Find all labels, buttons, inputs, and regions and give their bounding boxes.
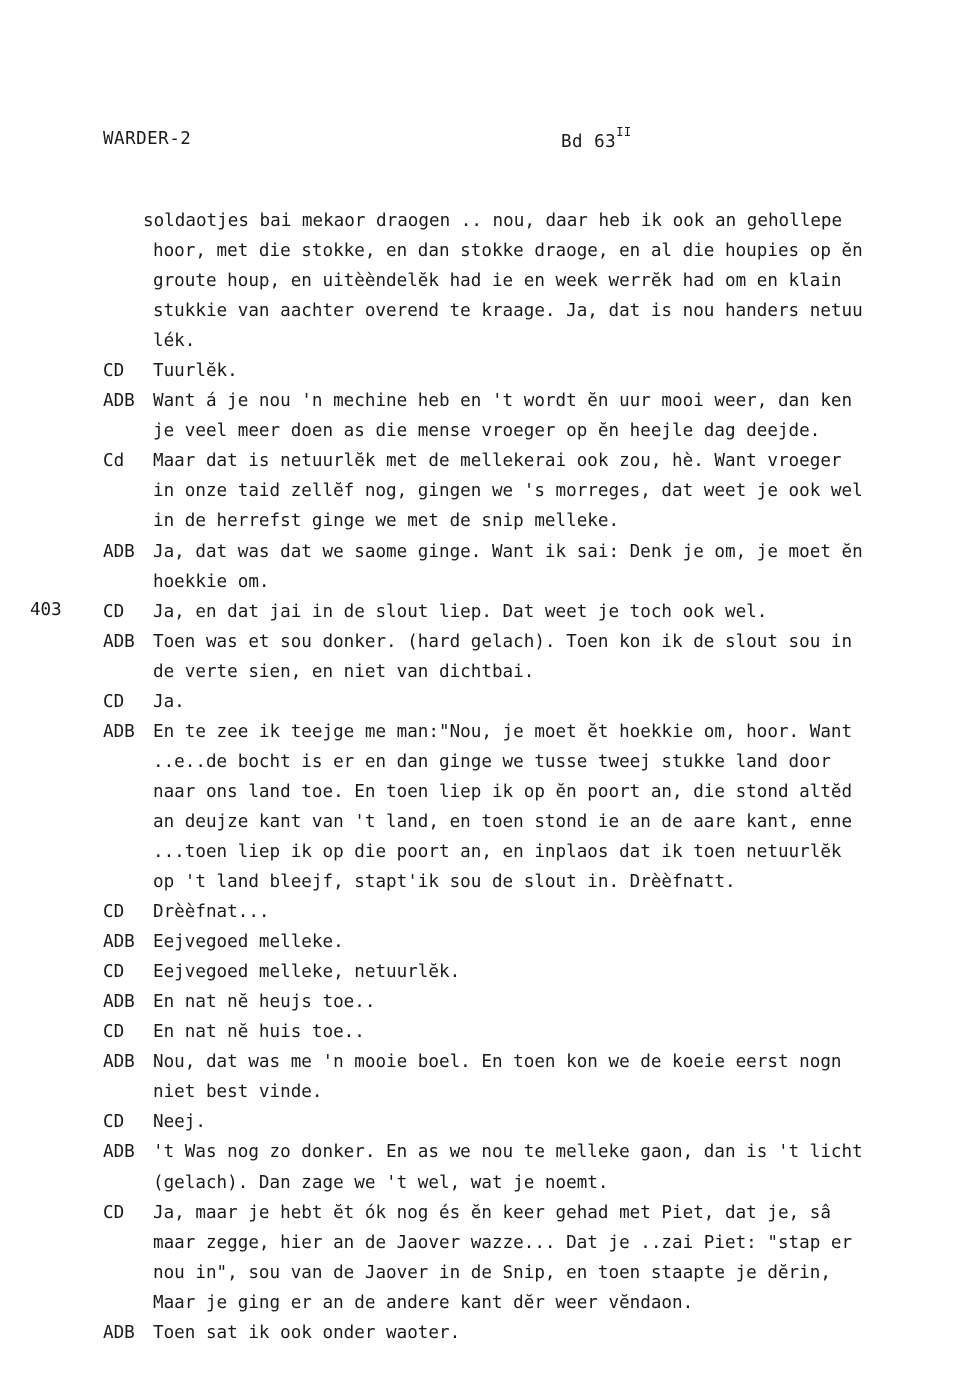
transcript-line xyxy=(103,416,971,446)
transcript-line xyxy=(103,837,971,867)
speaker-label: ADB xyxy=(103,391,135,412)
line-text: je veel meer doen as die mense vroeger op ĕn heejle dag deejde. xyxy=(153,421,821,442)
transcript-line xyxy=(103,1318,971,1348)
transcript-line xyxy=(103,957,971,987)
transcript-line xyxy=(103,537,971,567)
line-text: in onze taid zellĕf nog, gingen we 's morreges, dat weet je ook wel xyxy=(153,481,863,502)
transcript-line xyxy=(103,747,971,777)
line-text: hoor, met die stokke, en dan stokke draoge, en al die houpies op ĕn xyxy=(153,241,863,262)
speaker-label: CD xyxy=(103,1202,125,1223)
line-text: Ja, en dat jai in de slout liep. Dat weet je toch ook wel. xyxy=(153,601,768,622)
transcript-line xyxy=(103,687,971,717)
volume-reference xyxy=(561,125,632,152)
line-text: Neej. xyxy=(153,1112,206,1133)
speaker-label: ADB xyxy=(103,992,135,1013)
line-text: Toen sat ik ook onder waoter. xyxy=(153,1322,461,1343)
speaker-label: CD xyxy=(103,601,125,622)
transcript-line xyxy=(103,1168,971,1198)
line-text: naar ons land toe. En toen liep ik op ĕn poort an, die stond altĕd xyxy=(153,781,853,802)
transcript-line xyxy=(103,326,971,356)
transcript-line xyxy=(103,1137,971,1167)
speaker-label: CD xyxy=(103,1112,125,1133)
line-text: op 't land bleejf, stapt'ik sou de slout in. Drèèfnatt. xyxy=(153,872,736,893)
line-text: Eejvegoed melleke. xyxy=(153,932,344,953)
line-text: En nat nĕ huis toe.. xyxy=(153,1022,365,1043)
speaker-label: CD xyxy=(103,1022,125,1043)
transcript-line xyxy=(103,1228,971,1258)
transcript-line xyxy=(103,236,971,266)
speaker-label: Cd xyxy=(103,451,125,472)
transcript-line xyxy=(103,867,971,897)
line-text: in de herrefst ginge we met de snip melleke. xyxy=(153,511,620,532)
line-text: Drèèfnat... xyxy=(153,902,270,923)
speaker-label: ADB xyxy=(103,631,135,652)
transcript-line xyxy=(103,777,971,807)
transcript-line xyxy=(103,927,971,957)
speaker-label: CD xyxy=(103,691,125,712)
transcript-line xyxy=(103,1198,971,1228)
line-text: stukkie van aachter overend te kraage. Ja, dat is nou handers netuu xyxy=(153,301,863,322)
line-text: Tuurlĕk. xyxy=(153,361,238,382)
line-text: Eejvegoed melleke, netuurlĕk. xyxy=(153,962,461,983)
line-text: hoekkie om. xyxy=(153,571,270,592)
line-text: Nou, dat was me 'n mooie boel. En toen kon we de koeie eerst nogn xyxy=(153,1052,842,1073)
transcript-line xyxy=(103,717,971,747)
line-text: Toen was et sou donker. (hard gelach). Toen kon ik de slout sou in xyxy=(153,631,853,652)
transcript-line xyxy=(103,506,971,536)
transcript-line xyxy=(103,897,971,927)
transcript-line xyxy=(103,807,971,837)
margin-line-number: 403 xyxy=(30,600,62,620)
speaker-label: ADB xyxy=(103,721,135,742)
transcript xyxy=(103,206,971,1348)
speaker-label: ADB xyxy=(103,1142,135,1163)
line-text: Maar je ging er an de andere kant dĕr weer vĕndaon. xyxy=(153,1292,694,1313)
speaker-label: CD xyxy=(103,361,125,382)
line-text: Ja. xyxy=(153,691,185,712)
line-text: de verte sien, en niet van dichtbai. xyxy=(153,661,535,682)
transcript-line xyxy=(103,266,971,296)
line-text: Ja, maar je hebt ĕt ók nog és ĕn keer gehad met Piet, dat je, sâ xyxy=(153,1202,831,1223)
transcript-line xyxy=(103,987,971,1017)
line-text: Ja, dat was dat we saome ginge. Want ik sai: Denk je om, je moet ĕn xyxy=(153,541,863,562)
line-text: nou in", sou van de Jaover in de Snip, en toen staapte je dĕrin, xyxy=(153,1262,831,1283)
transcript-line xyxy=(103,627,971,657)
line-text: 't Was nog zo donker. En as we nou te melleke gaon, dan is 't licht xyxy=(153,1142,863,1163)
transcript-line xyxy=(103,567,971,597)
speaker-label: ADB xyxy=(103,541,135,562)
line-text: En te zee ik teejge me man:"Nou, je moet ĕt hoekkie om, hoor. Want xyxy=(153,721,853,742)
transcript-line xyxy=(103,386,971,416)
transcript-line xyxy=(103,356,971,386)
line-text: groute houp, en uitèèndelĕk had ie en week werrĕk had om en klain xyxy=(153,271,842,292)
transcript-line xyxy=(103,296,971,326)
line-text: En nat nĕ heujs toe.. xyxy=(153,992,376,1013)
speaker-label: ADB xyxy=(103,932,135,953)
line-text: maar zegge, hier an de Jaover wazze... Dat je ..zai Piet: "stap er xyxy=(153,1232,853,1253)
volume-number: Bd 63 xyxy=(561,131,617,152)
transcript-line xyxy=(103,206,971,236)
line-text: ..e..de bocht is er en dan ginge we tusse tweej stukke land door xyxy=(153,751,831,772)
line-text: an deujze kant van 't land, en toen stond ie an de aare kant, enne xyxy=(153,811,853,832)
transcript-line xyxy=(103,1077,971,1107)
transcript-line xyxy=(103,1288,971,1318)
transcript-line xyxy=(103,1258,971,1288)
transcript-line xyxy=(103,476,971,506)
line-text: niet best vinde. xyxy=(153,1082,323,1103)
line-text: Want á je nou 'n mechine heb en 't wordt ĕn uur mooi weer, dan ken xyxy=(153,391,853,412)
transcript-line xyxy=(103,1017,971,1047)
transcript-line xyxy=(103,1047,971,1077)
line-text: ...toen liep ik op die poort an, en inplaos dat ik toen netuurlĕk xyxy=(153,841,842,862)
transcript-line xyxy=(103,1107,971,1137)
document-code: WARDER-2 xyxy=(103,129,192,149)
speaker-label: CD xyxy=(103,902,125,923)
speaker-label: CD xyxy=(103,962,125,983)
line-text: soldaotjes bai mekaor draogen .. nou, daar heb ik ook an gehollepe xyxy=(143,211,843,231)
line-text: Maar dat is netuurlĕk met de mellekerai ook zou, hè. Want vroeger xyxy=(153,451,842,472)
volume-superscript: II xyxy=(616,125,632,139)
transcript-line xyxy=(103,597,971,627)
speaker-label: ADB xyxy=(103,1052,135,1073)
line-text: lék. xyxy=(153,331,196,352)
transcript-line xyxy=(103,446,971,476)
speaker-label: ADB xyxy=(103,1322,135,1343)
line-text: (gelach). Dan zage we 't wel, wat je noemt. xyxy=(153,1172,609,1193)
transcript-line xyxy=(103,657,971,687)
